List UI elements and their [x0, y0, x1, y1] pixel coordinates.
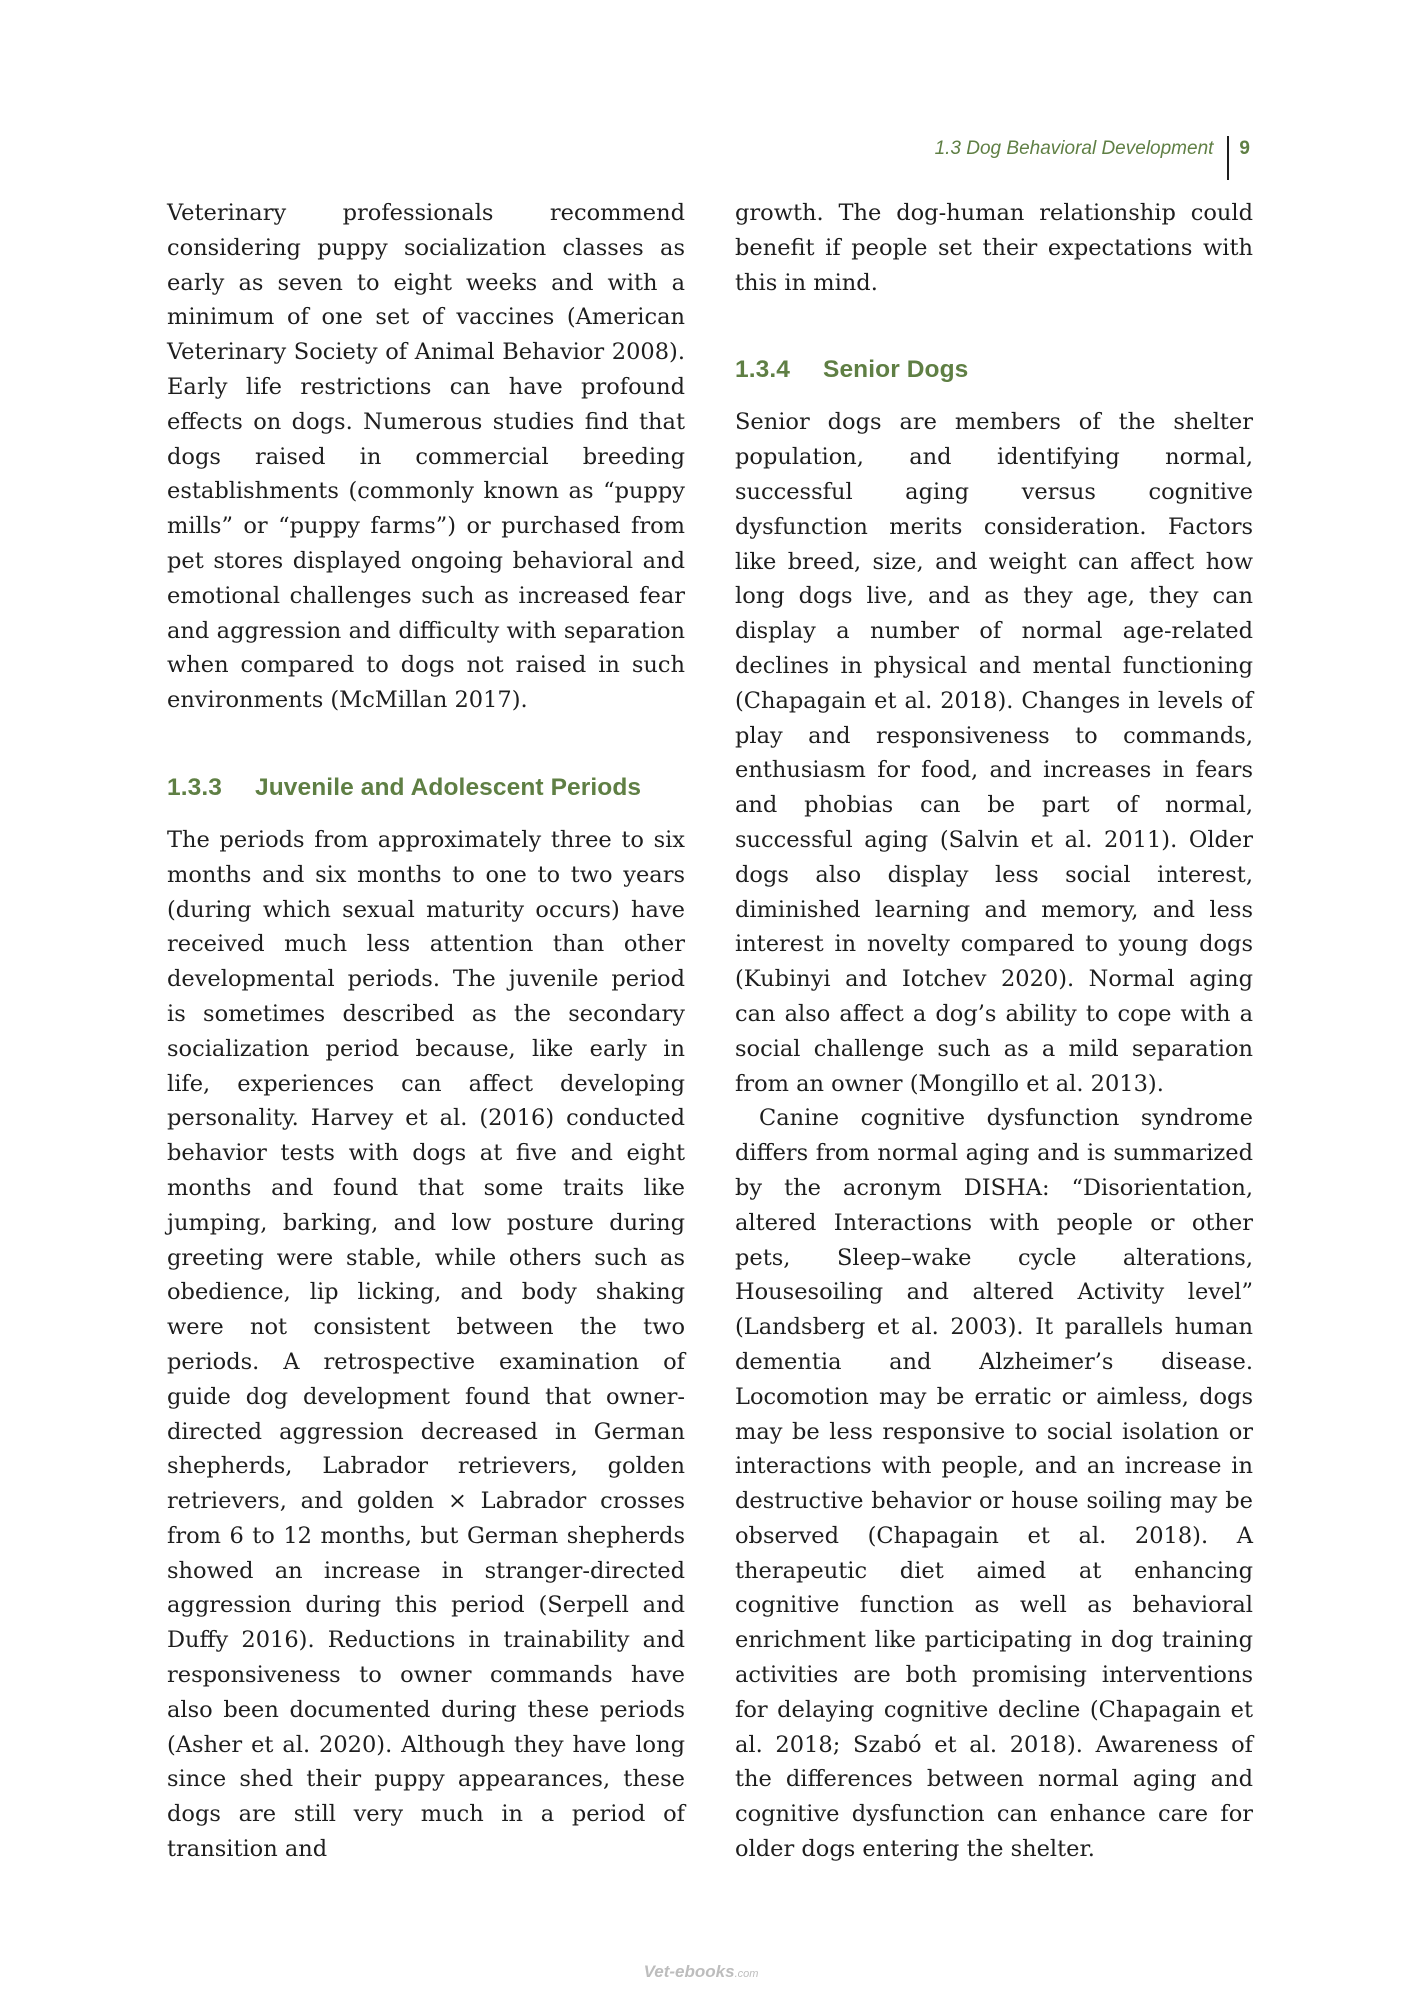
- section-title: Senior Dogs: [823, 356, 969, 384]
- section-number: 1.3.4: [735, 356, 790, 384]
- paragraph-senior-aging: Senior dogs are members of the shelter population, and identifying normal, successful aging versus cognitive dysfunction merits consideration. Factors like breed, size, and weight can affect how long dogs live, and as they age, they can display a number of normal age-related declines in physical and mental functioning (Chapagain et al. 2018). Changes in levels of play and responsiveness to commands, enthusiasm for food, and increases in fears and phobias can be part of normal, successful aging (Salvin et al. 2011). Older dogs also display less social interest, diminished learning and memory, and less interest in novelty compared to young dogs (Kubinyi and Iotchev 2020). Normal aging can also affect a dog’s ability to cope with a social challenge such as a mild separation from an owner (Mongillo et al. 2013).: [735, 409, 1253, 1097]
- page-number: 9: [1239, 138, 1250, 159]
- paragraph-juvenile-periods: The periods from approximately three to six months and six months to one to two years (during which sexual maturity occurs) have received much less attention than other developmental periods. The juvenile period is sometimes described as the secondary socialization period because, like early in life, experiences can affect developing personality. Harvey et al. (2016) conducted behavior tests with dogs at five and eight months and found that some traits like jumping, barking, and low posture during greeting were stable, while others such as obedience, lip licking, and body shaking were not consistent between the two periods. A retrospective examination of guide dog development found that owner-directed aggression decreased in German shepherds, Labrador retrievers, golden retrievers, and golden × Labrador crosses from 6 to 12 months, but German shepherds showed an increase in stranger-directed aggression during this period (Serpell and Duffy 2016). Reductions in trainability and responsiveness to owner commands have also been documented during these periods (Asher et al. 2020). Although they have long since shed their puppy appearances, these dogs are still very much in a period of transition and: [167, 826, 685, 1863]
- right-column: [735, 196, 1253, 1867]
- section-heading-senior-dogs: [735, 353, 1253, 387]
- section-title: Juvenile and Adolescent Periods: [255, 773, 642, 801]
- running-head: [935, 136, 1250, 180]
- section-heading-juvenile: [167, 771, 685, 805]
- paragraph-cognitive-dysfunction: Canine cognitive dysfunction syndrome differs from normal aging and is summarized by the acronym DISHA: “Disorientation, altered Interactions with people or other pets, Sleep–wake cycle alterations, Housesoiling and altered Activity level” (Landsberg et al. 2003). It parallels human dementia and Alzheimer’s disease. Locomotion may be erratic or aimless, dogs may be less responsive to social isolation or interactions with people, and an increase in destructive behavior or house soiling may be observed (Chapagain et al. 2018). A therapeutic diet aimed at enhancing cognitive function as well as behavioral enrichment like participating in dog training activities are both promising interventions for delaying cognitive decline (Chapagain et al. 2018; Szabó et al. 2018). Awareness of the differences between normal aging and cognitive dysfunction can enhance care for older dogs entering the shelter.: [735, 1105, 1253, 1863]
- watermark-logo: [0, 1962, 1402, 1982]
- left-column: [167, 196, 685, 1867]
- watermark-suffix: .com: [734, 1968, 759, 1980]
- watermark-text: Vet-ebooks: [643, 1962, 735, 1981]
- section-number: 1.3.3: [167, 773, 222, 801]
- paragraph-continued-growth: growth. The dog-human relationship could benefit if people set their expectations with this in mind.: [735, 200, 1253, 296]
- paragraph-socialization-classes: Veterinary professionals recommend considering puppy socialization classes as early as seven to eight weeks and with a minimum of one set of vaccines (American Veterinary Society of Animal Behavior 2008). Early life restrictions can have profound effects on dogs. Numerous studies find that dogs raised in commercial breeding establishments (commonly known as “puppy mills” or “puppy farms”) or purchased from pet stores displayed ongoing behavioral and emotional challenges such as increased fear and aggression and difficulty with separation when compared to dogs not raised in such environments (McMillan 2017).: [167, 200, 685, 714]
- running-head-title: 1.3 Dog Behavioral Development: [934, 138, 1214, 159]
